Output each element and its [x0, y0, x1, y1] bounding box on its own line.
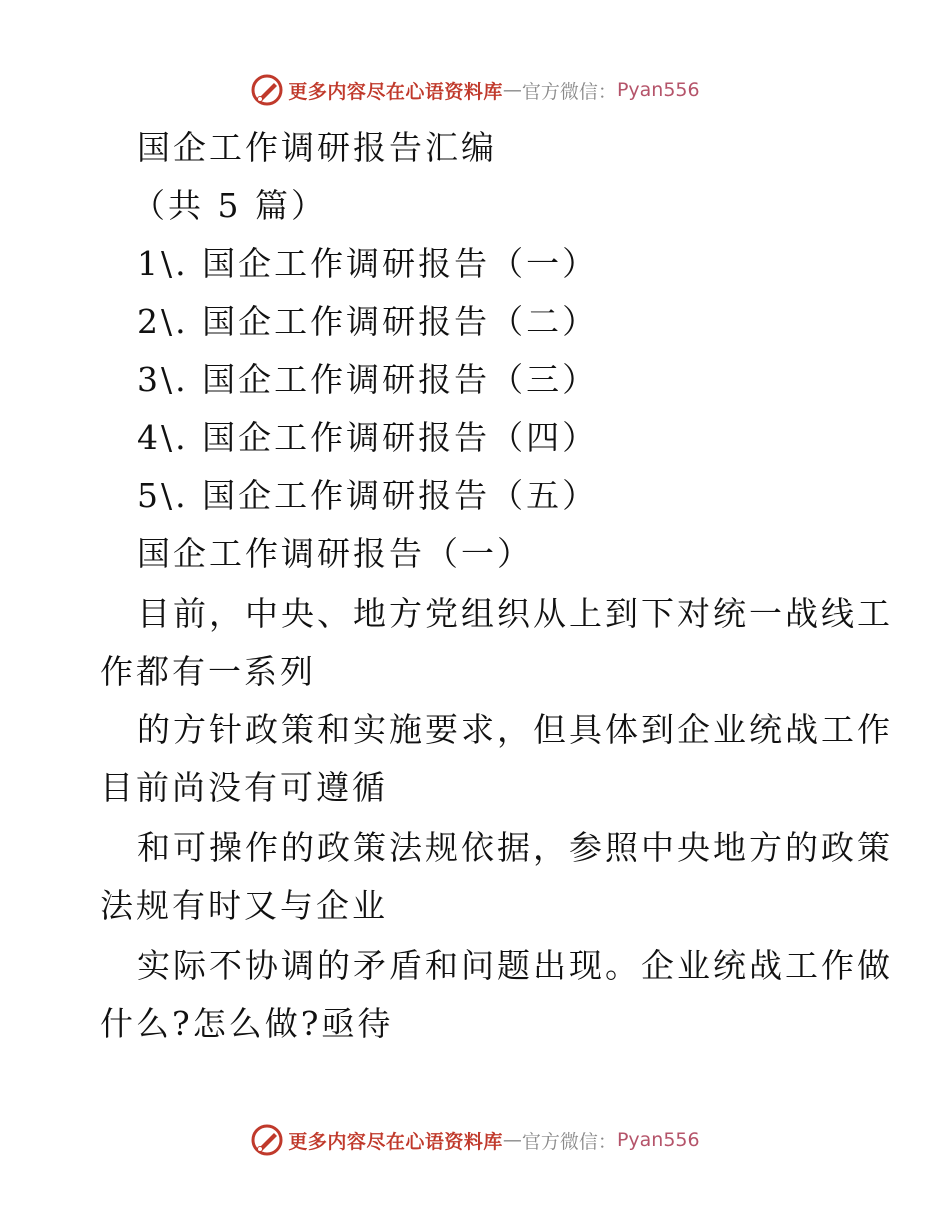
- paragraph-line: 什么?怎么做?亟待: [100, 1004, 394, 1043]
- quill-seal-icon: [250, 73, 284, 107]
- quill-seal-icon: [250, 1123, 284, 1157]
- footer-watermark: [0, 1120, 950, 1160]
- watermark-wechat-id: Pyan556: [616, 1129, 700, 1151]
- header-watermark: [0, 70, 950, 110]
- watermark-official-label: 官方微信：: [521, 80, 617, 103]
- document-title: 国企工作调研报告汇编: [137, 128, 497, 167]
- watermark-brand-text: 更多内容尽在心语资料库: [288, 1130, 503, 1153]
- watermark-official-label: 官方微信：: [521, 1130, 617, 1153]
- watermark-brand-text: 更多内容尽在心语资料库: [288, 80, 503, 103]
- section-title: 国企工作调研报告（一）: [137, 534, 533, 573]
- paragraph-line: 实际不协调的矛盾和问题出现。企业统战工作做: [137, 946, 893, 985]
- document-count: （共 5 篇）: [132, 186, 327, 225]
- paragraph-line: 目前尚没有可遵循: [100, 768, 388, 807]
- toc-item: 2\. 国企工作调研报告（二）: [137, 302, 599, 341]
- toc-item: 1\. 国企工作调研报告（一）: [137, 244, 599, 283]
- watermark-wechat-id: Pyan556: [616, 79, 700, 101]
- watermark-separator: —: [502, 1129, 522, 1151]
- paragraph-line: 法规有时又与企业: [100, 886, 388, 925]
- paragraph-line: 作都有一系列: [100, 652, 316, 691]
- toc-item: 3\. 国企工作调研报告（三）: [137, 360, 599, 399]
- paragraph-line: 目前，中央、地方党组织从上到下对统一战线工: [137, 594, 893, 633]
- paragraph-line: 的方针政策和实施要求，但具体到企业统战工作: [137, 710, 893, 749]
- toc-item: 5\. 国企工作调研报告（五）: [137, 476, 599, 515]
- toc-item: 4\. 国企工作调研报告（四）: [137, 418, 599, 457]
- watermark-separator: —: [502, 79, 522, 101]
- paragraph-line: 和可操作的政策法规依据，参照中央地方的政策: [137, 828, 893, 867]
